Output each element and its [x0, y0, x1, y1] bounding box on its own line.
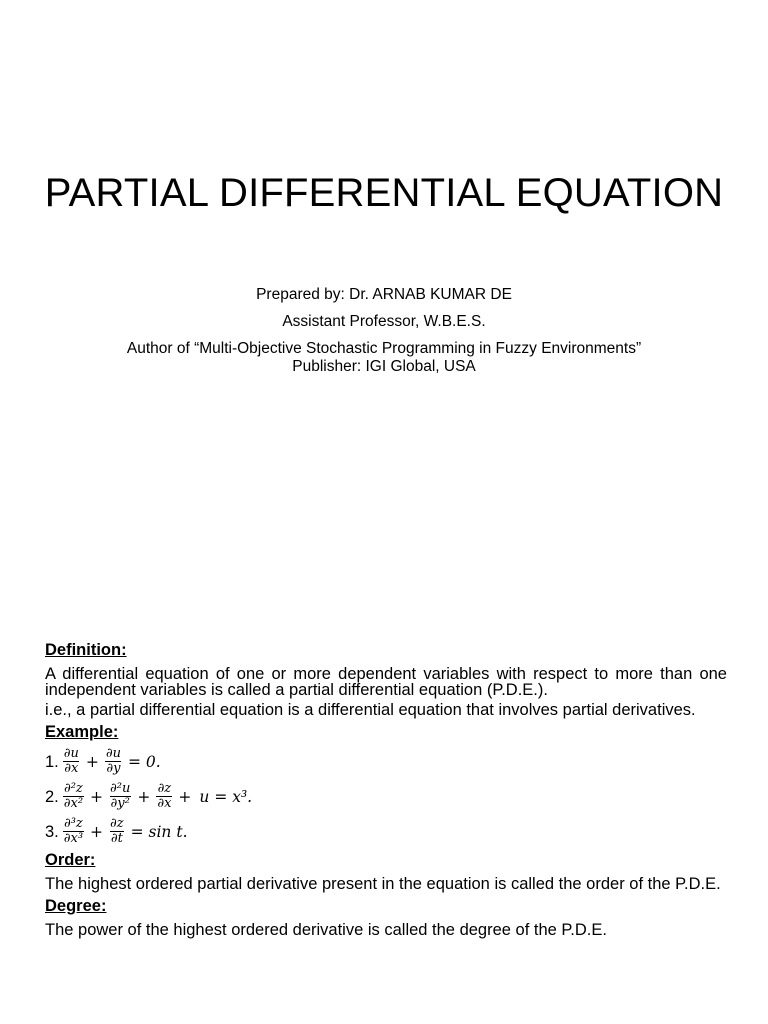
equation-operator: +	[85, 752, 99, 771]
definition-heading: Definition:	[45, 641, 127, 659]
fraction-denominator: ∂t	[110, 831, 123, 846]
definition-text: A differential equation of one or more dependent variables with respect to more than one independent variables is called a partial differential equation (P.D.E.).	[45, 665, 727, 699]
equation-body	[61, 782, 252, 811]
partial-derivative-fraction	[63, 817, 84, 846]
degree-text: The power of the highest ordered derivative is called the degree of the P.D.E.	[45, 921, 607, 939]
fraction-numerator: ∂u	[105, 746, 121, 761]
fraction-numerator: ∂³z	[64, 816, 83, 831]
prepared-by: Prepared by: Dr. ARNAB KUMAR DE	[256, 286, 512, 303]
fraction-denominator: ∂y	[106, 761, 121, 776]
partial-derivative-fraction	[63, 747, 80, 776]
example-equation	[45, 744, 727, 779]
fraction-numerator: ∂z	[110, 816, 124, 831]
content-body	[45, 640, 727, 942]
example-number: 2.	[45, 787, 59, 806]
fraction-numerator: ∂z	[157, 781, 172, 796]
fraction-denominator: ∂x	[157, 796, 172, 811]
order-heading: Order:	[45, 851, 96, 869]
equation-body	[61, 817, 188, 846]
author-position: Assistant Professor, W.B.E.S.	[282, 313, 486, 330]
equation-rhs: = 0.	[127, 752, 161, 771]
fraction-denominator: ∂x²	[63, 796, 84, 811]
equation-body	[61, 747, 161, 776]
fraction-denominator: ∂y²	[110, 796, 130, 811]
example-number: 3.	[45, 822, 59, 841]
order-text: The highest ordered partial derivative present in the equation is called the order of the P.D.E.	[45, 875, 721, 893]
example-list	[45, 744, 727, 849]
document-title: PARTIAL DIFFERENTIAL EQUATION	[44, 171, 724, 215]
equation-operator: +	[90, 822, 104, 841]
equation-rhs: u = x³.	[199, 787, 253, 806]
degree-heading: Degree:	[45, 897, 107, 915]
example-number: 1.	[45, 752, 59, 771]
equation-operator: +	[137, 787, 151, 806]
equation-rhs: = sin t.	[130, 822, 188, 841]
partial-derivative-fraction	[109, 782, 131, 811]
fraction-denominator: ∂x³	[63, 831, 84, 846]
equation-operator: +	[178, 787, 192, 806]
equation-operator: +	[90, 787, 104, 806]
partial-derivative-fraction	[156, 782, 172, 811]
fraction-numerator: ∂u	[63, 746, 79, 761]
publisher: Publisher: IGI Global, USA	[292, 358, 476, 375]
partial-derivative-fraction	[105, 747, 122, 776]
example-heading: Example:	[45, 723, 119, 741]
fraction-numerator: ∂²u	[110, 781, 131, 796]
content-slide	[0, 512, 768, 1024]
partial-derivative-fraction	[63, 782, 84, 811]
author-book: Author of “Multi-Objective Stochastic Programming in Fuzzy Environments”	[126, 340, 642, 357]
partial-derivative-fraction	[109, 817, 125, 846]
example-equation	[45, 779, 727, 814]
fraction-denominator: ∂x	[64, 761, 79, 776]
ie-text: i.e., a partial differential equation is a differential equation that involves partial derivatives.	[45, 701, 696, 719]
fraction-numerator: ∂²z	[64, 781, 83, 796]
example-equation	[45, 814, 727, 849]
